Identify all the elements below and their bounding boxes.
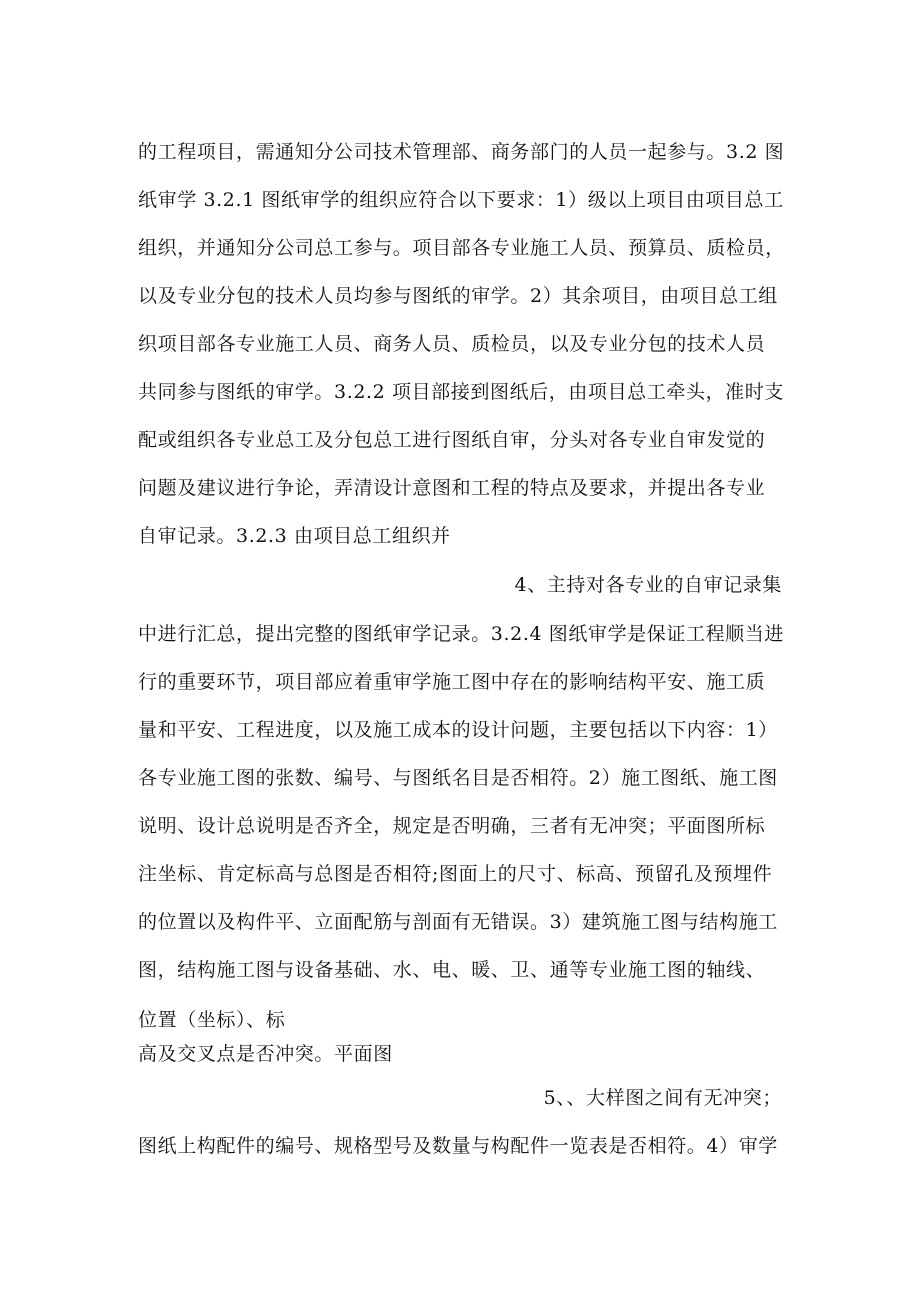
text-line: 说明、设计总说明是否齐全，规定是否明确，三者有无冲突；平面图所标 — [138, 815, 766, 837]
text-line: 以及专业分包的技术人员均参与图纸的审学。2）其余项目，由项目总工组 — [138, 285, 778, 307]
text-line: 纸审学 3.2.1 图纸审学的组织应符合以下要求：1）级以上项目由项目总工 — [138, 189, 784, 211]
text-line: 注坐标、肯定标高与总图是否相符;图面上的尺寸、标高、预留孔及预埋件 — [138, 863, 773, 885]
text-line: 问题及建议进行争论，弄清设计意图和工程的特点及要求，并提出各专业 — [138, 477, 766, 499]
text-line: 行的重要环节，项目部应着重审学施工图中存在的影响结构平安、施工质 — [138, 671, 766, 693]
text-line: 中进行汇总，提出完整的图纸审学记录。3.2.4 图纸审学是保证工程顺当进 — [138, 623, 784, 645]
text-line: 位置（坐标）、标 — [138, 1009, 286, 1031]
section-heading: 5、、大样图之间有无冲突； — [543, 1087, 782, 1109]
text-line: 各专业施工图的张数、编号、与图纸名目是否相符。2）施工图纸、施工图 — [138, 767, 778, 789]
text-line: 自审记录。3.2.3 由项目总工组织并 — [138, 525, 451, 547]
text-line: 高及交叉点是否冲突。平面图 — [138, 1043, 393, 1065]
text-line: 的位置以及构件平、立面配筋与剖面有无错误。3）建筑施工图与结构施工 — [138, 911, 778, 933]
text-line: 图纸上构配件的编号、规格型号及数量与构配件一览表是否相符。4）审学 — [138, 1135, 778, 1157]
text-line: 图，结构施工图与设备基础、水、电、暖、卫、通等专业施工图的轴线、 — [138, 959, 766, 981]
text-line: 的工程项目，需通知分公司技术管理部、商务部门的人员一起参与。3.2 图 — [138, 141, 785, 163]
text-line: 织项目部各专业施工人员、商务人员、质检员，以及专业分包的技术人员 — [138, 333, 766, 355]
text-line: 组织，并通知分公司总工参与。项目部各专业施工人员、预算员、质检员， — [138, 237, 785, 259]
section-heading: 4、主持对各专业的自审记录集 — [514, 574, 782, 596]
text-line: 量和平安、工程进度，以及施工成本的设计问题，主要包括以下内容：1） — [138, 719, 778, 741]
text-line: 共同参与图纸的审学。3.2.2 项目部接到图纸后，由项目总工牵头，准时支 — [138, 381, 784, 403]
text-line: 配或组织各专业总工及分包总工进行图纸自审，分头对各专业自审发觉的 — [138, 429, 766, 451]
